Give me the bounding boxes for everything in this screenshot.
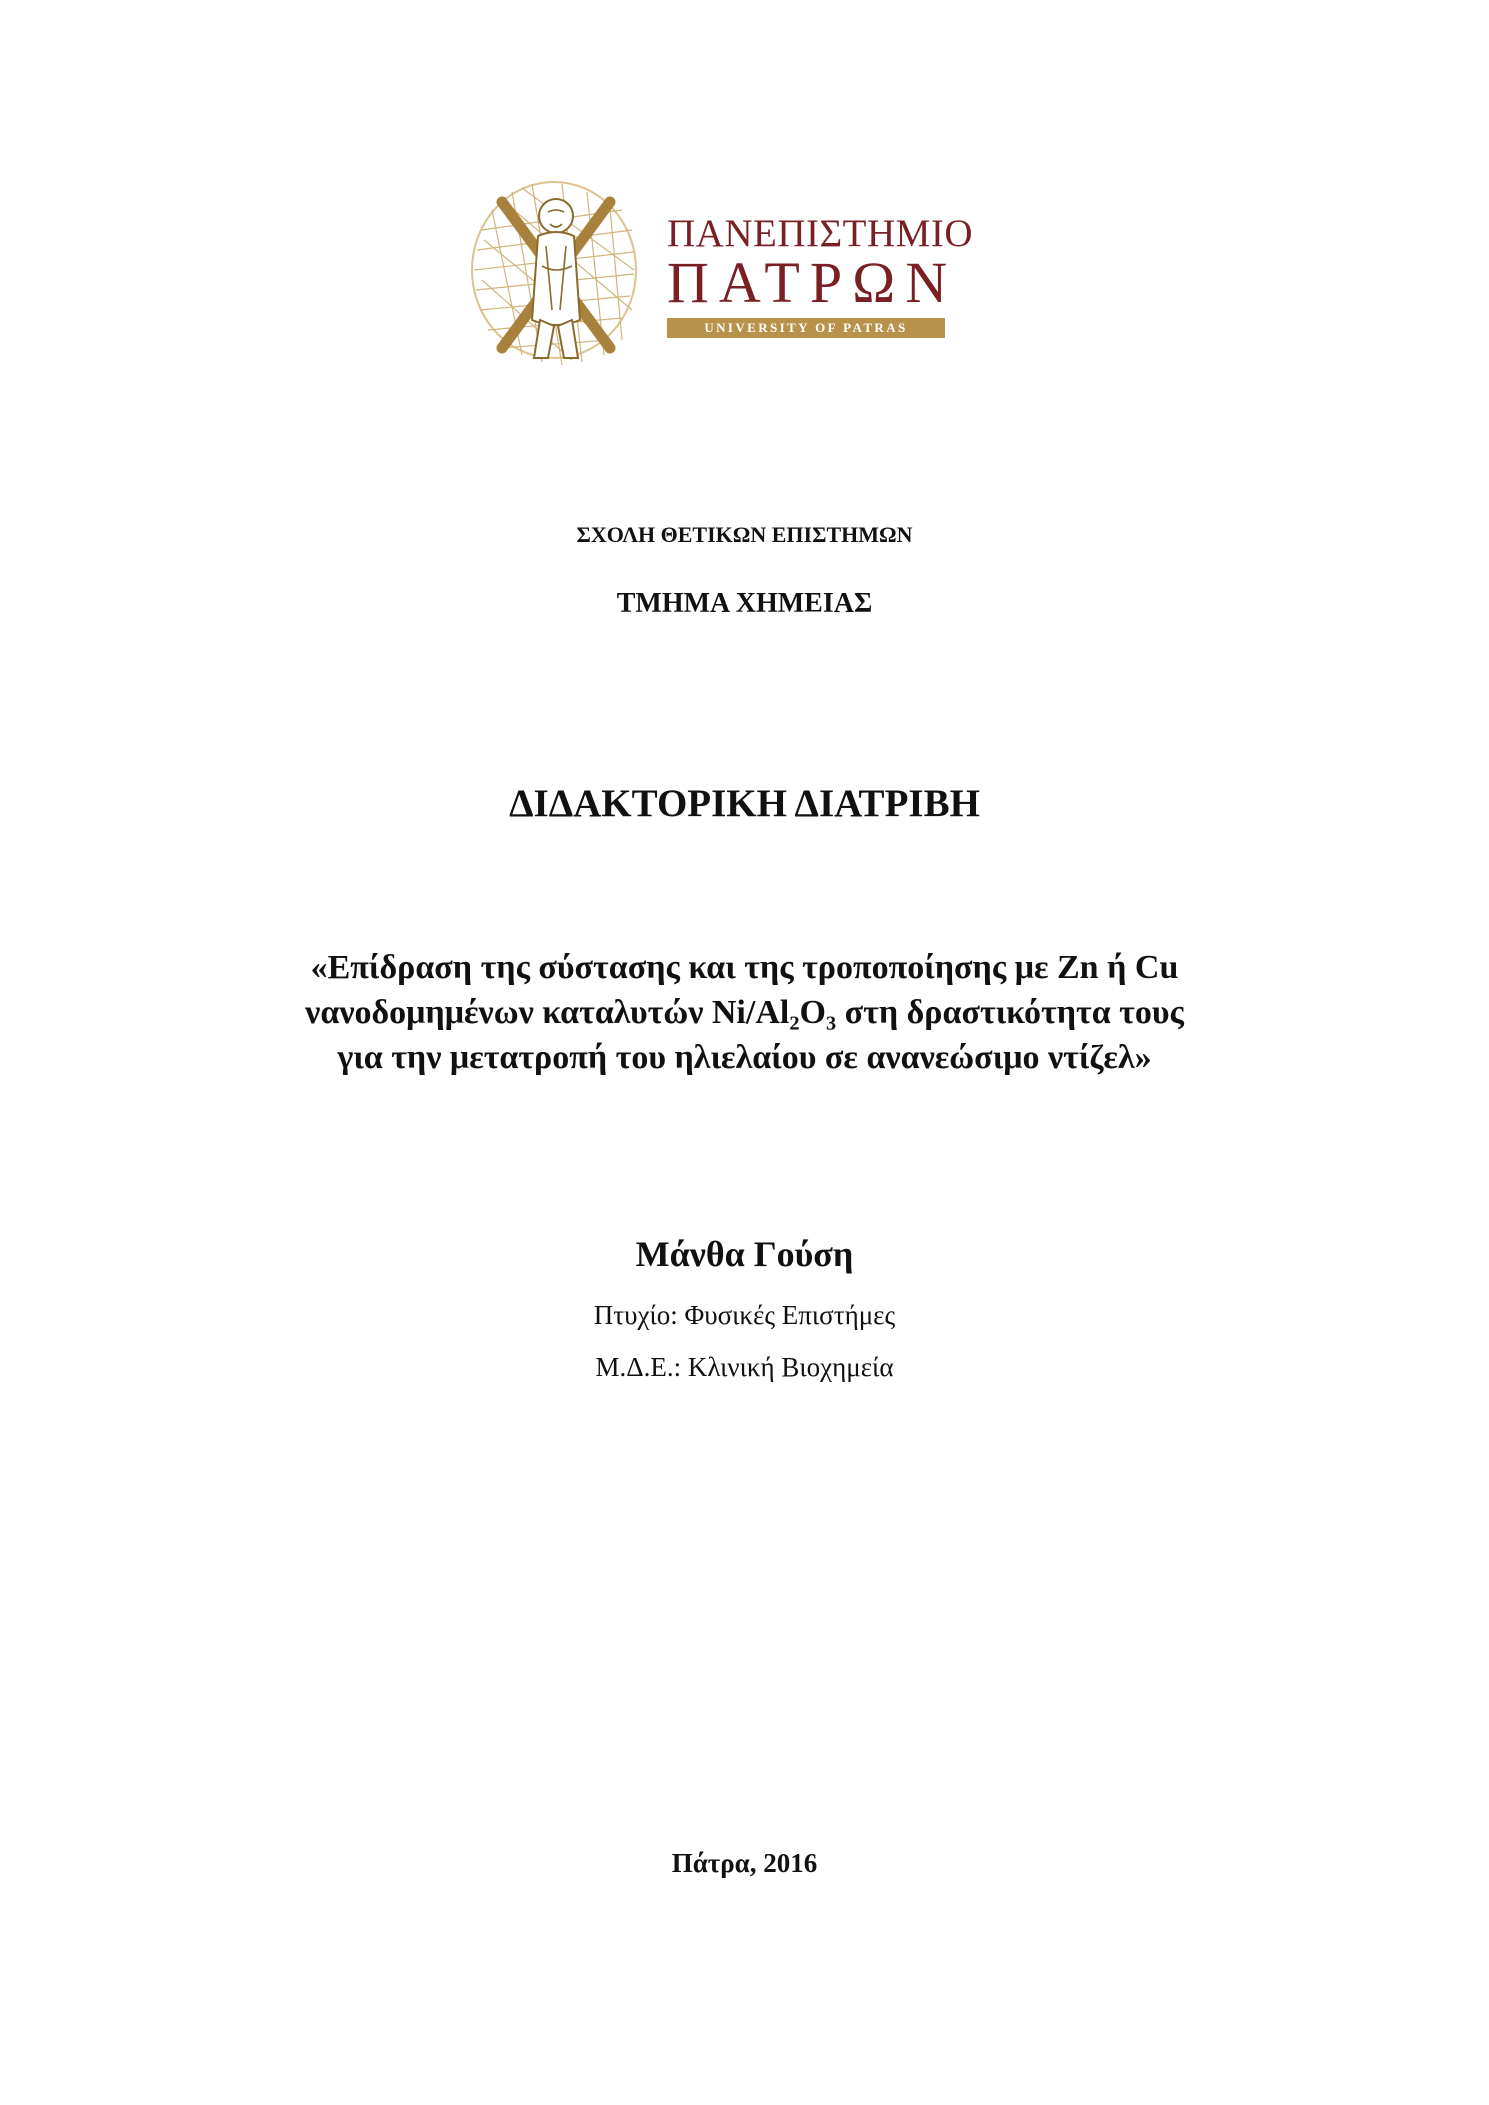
- logo-university-word: ΠΑΝΕΠΙΣΤΗΜΙΟ: [667, 212, 973, 255]
- degree-bachelor: Πτυχίο: Φυσικές Επιστήμες: [593, 1300, 896, 1330]
- school-name: ΣΧΟΛΗ ΘΕΤΙΚΩΝ ΕΠΙΣΤΗΜΩΝ: [576, 522, 913, 547]
- thesis-title-line-2: νανοδομημένων καταλυτών Ni/Al₂O₃ στη δραστικότητα τους: [305, 994, 1184, 1031]
- place-date: Πάτρα, 2016: [671, 1848, 818, 1878]
- author-name: Μάνθα Γούση: [635, 1234, 854, 1274]
- logo-wordmark: [667, 212, 973, 338]
- thesis-title: [0, 945, 1489, 1080]
- thesis-title-line-3: για την μετατροπή του ηλιελαίου σε ανανεώσιμο ντίζελ»: [337, 1039, 1152, 1076]
- document-type: ΔΙΔΑΚΤΟΡΙΚΗ ΔΙΑΤΡΙΒΗ: [509, 782, 980, 825]
- thesis-title-line-1: «Επίδραση της σύστασης και της τροποποίησης με Zn ή Cu: [310, 949, 1179, 986]
- saint-andrew-emblem-icon: [462, 170, 652, 370]
- degree-masters: Μ.Δ.Ε.: Κλινική Βιοχημεία: [595, 1352, 894, 1382]
- university-logo: [462, 170, 973, 370]
- logo-english-band: UNIVERSITY OF PATRAS: [667, 318, 945, 338]
- department-name: ΤΜΗΜΑ ΧΗΜΕΙΑΣ: [616, 588, 873, 619]
- logo-city-word: ΠΑΤΡΩΝ: [667, 250, 958, 315]
